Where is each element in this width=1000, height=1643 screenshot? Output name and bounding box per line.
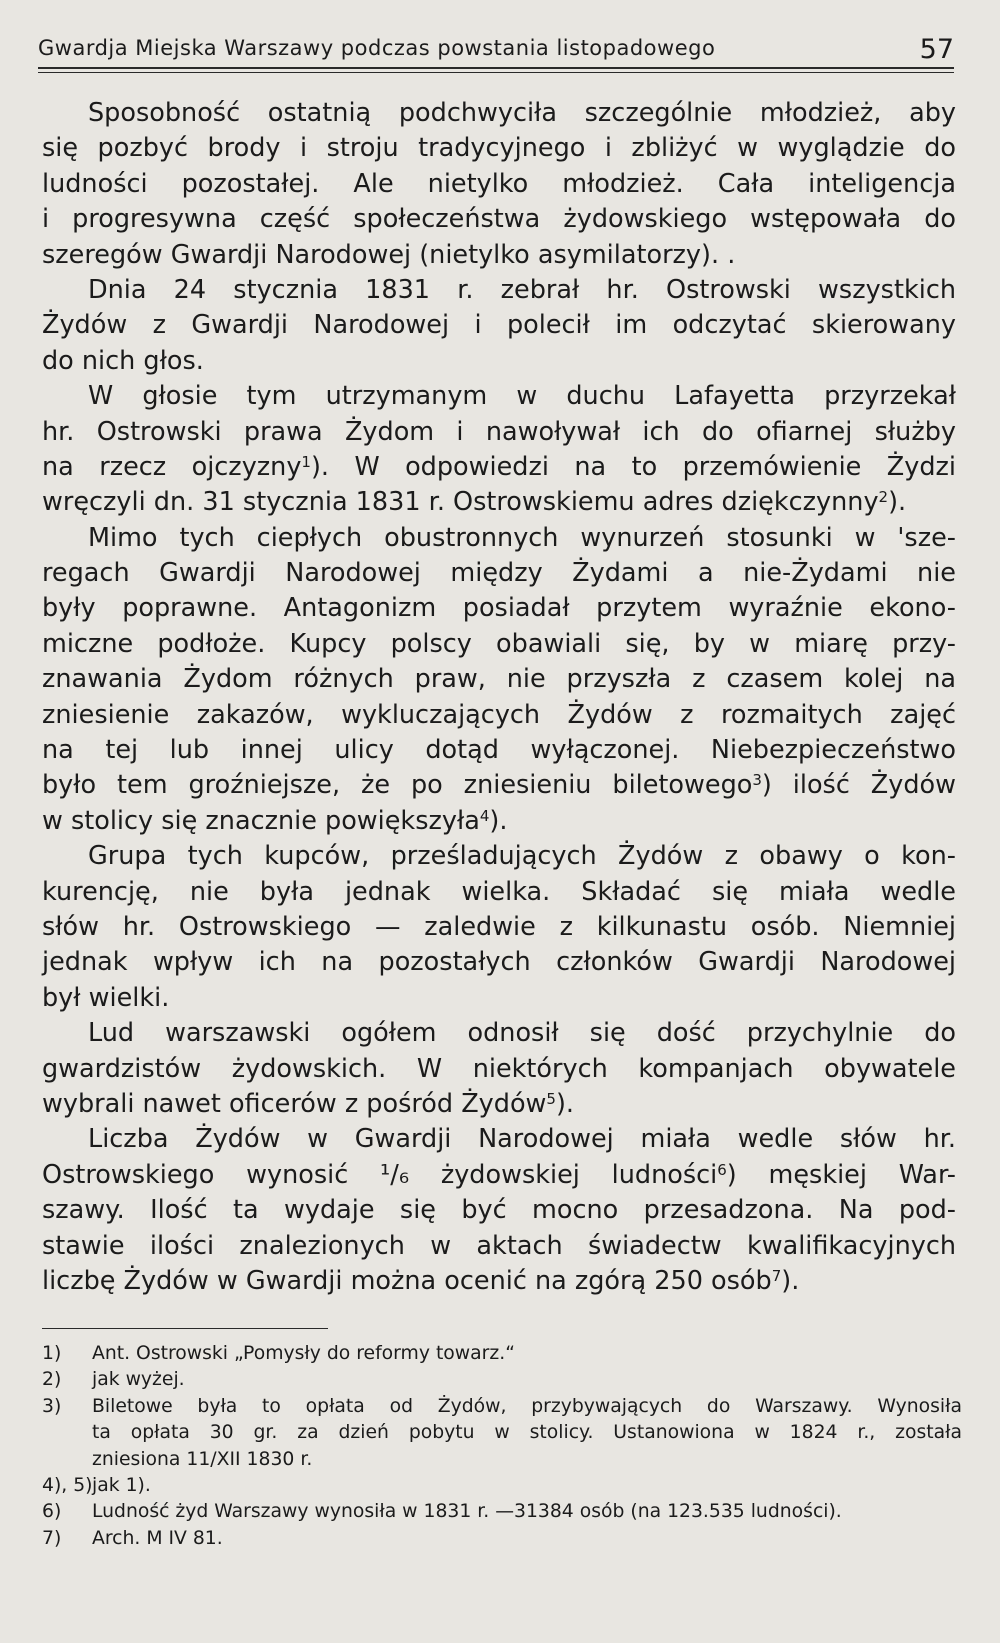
- text-line: na rzecz ojczyzny$^1$). W odpowiedzi na to przemówienie Żydzi: [42, 451, 956, 482]
- footnote-mark: 7): [42, 1527, 62, 1549]
- footnote-line: [42, 1447, 962, 1473]
- text-line: liczbę Żydów w Gwardji można ocenić na zgórą 250 osób$^7$).: [42, 1265, 800, 1296]
- text-line: i progresywna część społeczeństwa żydowskiego wstępowała do: [42, 204, 956, 235]
- footnote-text: zniesiona 11/XII 1830 r.: [92, 1448, 313, 1470]
- text-line: regach Gwardji Narodowej między Żydami a nie-Żydami nie: [42, 558, 956, 589]
- footnote-text: ta opłata 30 gr. za dzień pobytu w stolicy. Ustanowiona w 1824 r., została: [92, 1422, 962, 1444]
- text-line: Mimo tych ciepłych obustronnych wynurzeń stosunki w 'sze-: [88, 522, 956, 553]
- footnote-line: [42, 1367, 962, 1393]
- text-line: gwardzistów żydowskich. W niektórych kompanjach obywatele: [42, 1053, 956, 1084]
- text-line: było tem groźniejsze, że po zniesieniu biletowego$^3$) ilość Żydów: [42, 770, 956, 801]
- header-rule-thin: [38, 72, 954, 73]
- footnote-line: [42, 1341, 962, 1367]
- text-line: Żydów z Gwardji Narodowej i polecił im odczytać skierowany: [42, 310, 956, 341]
- footnote-mark: 1): [42, 1343, 62, 1364]
- footnote-text: Arch. M IV 81.: [92, 1527, 223, 1549]
- footnote-separator: [42, 1328, 328, 1329]
- text-line: słów hr. Ostrowskiego — zaledwie z kilkunastu osób. Niemniej: [42, 911, 956, 942]
- text-line: Sposobność ostatnią podchwyciła szczególnie młodzież, aby: [88, 98, 956, 128]
- text-line: hr. Ostrowski prawa Żydom i nawoływał ich do ofiarnej służby: [42, 416, 956, 447]
- footnote-line: [42, 1420, 962, 1446]
- text-line: na tej lub innej ulicy dotąd wyłączonej. Niebezpieczeństwo: [42, 735, 956, 766]
- body-text: [42, 96, 956, 1299]
- text-line: W głosie tym utrzymanym w duchu Lafayetta przyrzekał: [88, 381, 956, 412]
- footnote-line: [42, 1499, 962, 1525]
- text-line: Grupa tych kupców, prześladujących Żydów z obawy o kon-: [88, 841, 956, 872]
- running-title: Gwardja Miejska Warszawy podczas powstania listopadowego: [38, 36, 716, 60]
- text-line: wybrali nawet oficerów z pośród Żydów$^5$).: [42, 1088, 575, 1119]
- text-line: Dnia 24 stycznia 1831 r. zebrał hr. Ostrowski wszystkich: [88, 274, 956, 305]
- footnote-mark: 2): [42, 1369, 62, 1391]
- text-line: do nich głos.: [42, 345, 204, 376]
- footnote-text: jak wyżej.: [92, 1369, 185, 1391]
- footnote-line: [42, 1394, 962, 1420]
- text-line: jednak wpływ ich na pozostałych członków Gwardji Narodowej: [42, 947, 956, 978]
- text-line: Lud warszawski ogółem odnosił się dość przychylnie do: [88, 1018, 956, 1049]
- text-line: szeregów Gwardji Narodowej (nietylko asymilatorzy). .: [42, 239, 736, 270]
- text-line: były poprawne. Antagonizm posiadał przytem wyraźnie ekono-: [42, 593, 956, 624]
- text-line: Liczba Żydów w Gwardji Narodowej miała wedle słów hr.: [88, 1124, 956, 1155]
- footnote-line: [42, 1526, 962, 1552]
- page-number: 57: [919, 34, 954, 65]
- footnote-text: jak 1).: [92, 1474, 151, 1496]
- text-line: znawania Żydom różnych praw, nie przyszła z czasem kolej na: [42, 664, 956, 695]
- text-line: kurencję, nie była jednak wielka. Składać się miała wedle: [42, 876, 956, 907]
- footnote-mark: 4), 5): [42, 1474, 93, 1496]
- footnote-mark: 6): [42, 1501, 62, 1523]
- text-line: szawy. Ilość ta wydaje się być mocno przesadzona. Na pod-: [42, 1195, 956, 1226]
- text-line: stawie ilości znalezionych w aktach świadectw kwalifikacyjnych: [42, 1230, 956, 1261]
- running-header: [38, 34, 954, 66]
- text-line: Ostrowskiego wynosić ¹/₆ żydowskiej ludności$^6$) męskiej War-: [42, 1159, 956, 1190]
- text-line: w stolicy się znacznie powiększyła$^4$).: [42, 805, 508, 836]
- text-line: zniesienie zakazów, wykluczających Żydów z rozmaitych zajęć: [42, 699, 956, 730]
- text-line: miczne podłoże. Kupcy polscy obawiali się, by w miarę przy-: [42, 628, 956, 659]
- header-rule: [38, 67, 954, 69]
- footnote-text: Biletowe była to opłata od Żydów, przybywających do Warszawy. Wynosiła: [92, 1395, 962, 1417]
- footnotes: [42, 1341, 962, 1552]
- text-line: ludności pozostałej. Ale nietylko młodzież. Cała inteligencja: [42, 168, 956, 199]
- text-line: wręczyli dn. 31 stycznia 1831 r. Ostrowskiemu adres dziękczynny$^2$).: [42, 487, 907, 518]
- text-line: był wielki.: [42, 982, 170, 1013]
- footnote-line: [42, 1473, 962, 1499]
- footnote-text: Ludność żyd Warszawy wynosiła w 1831 r. —31384 osób (na 123.535 ludności).: [92, 1501, 842, 1523]
- footnote-text: Ant. Ostrowski „Pomysły do reformy towarz.“: [92, 1343, 515, 1364]
- footnote-mark: 3): [42, 1395, 62, 1417]
- text-line: się pozbyć brody i stroju tradycyjnego i zbliżyć w wyglądzie do: [42, 133, 956, 164]
